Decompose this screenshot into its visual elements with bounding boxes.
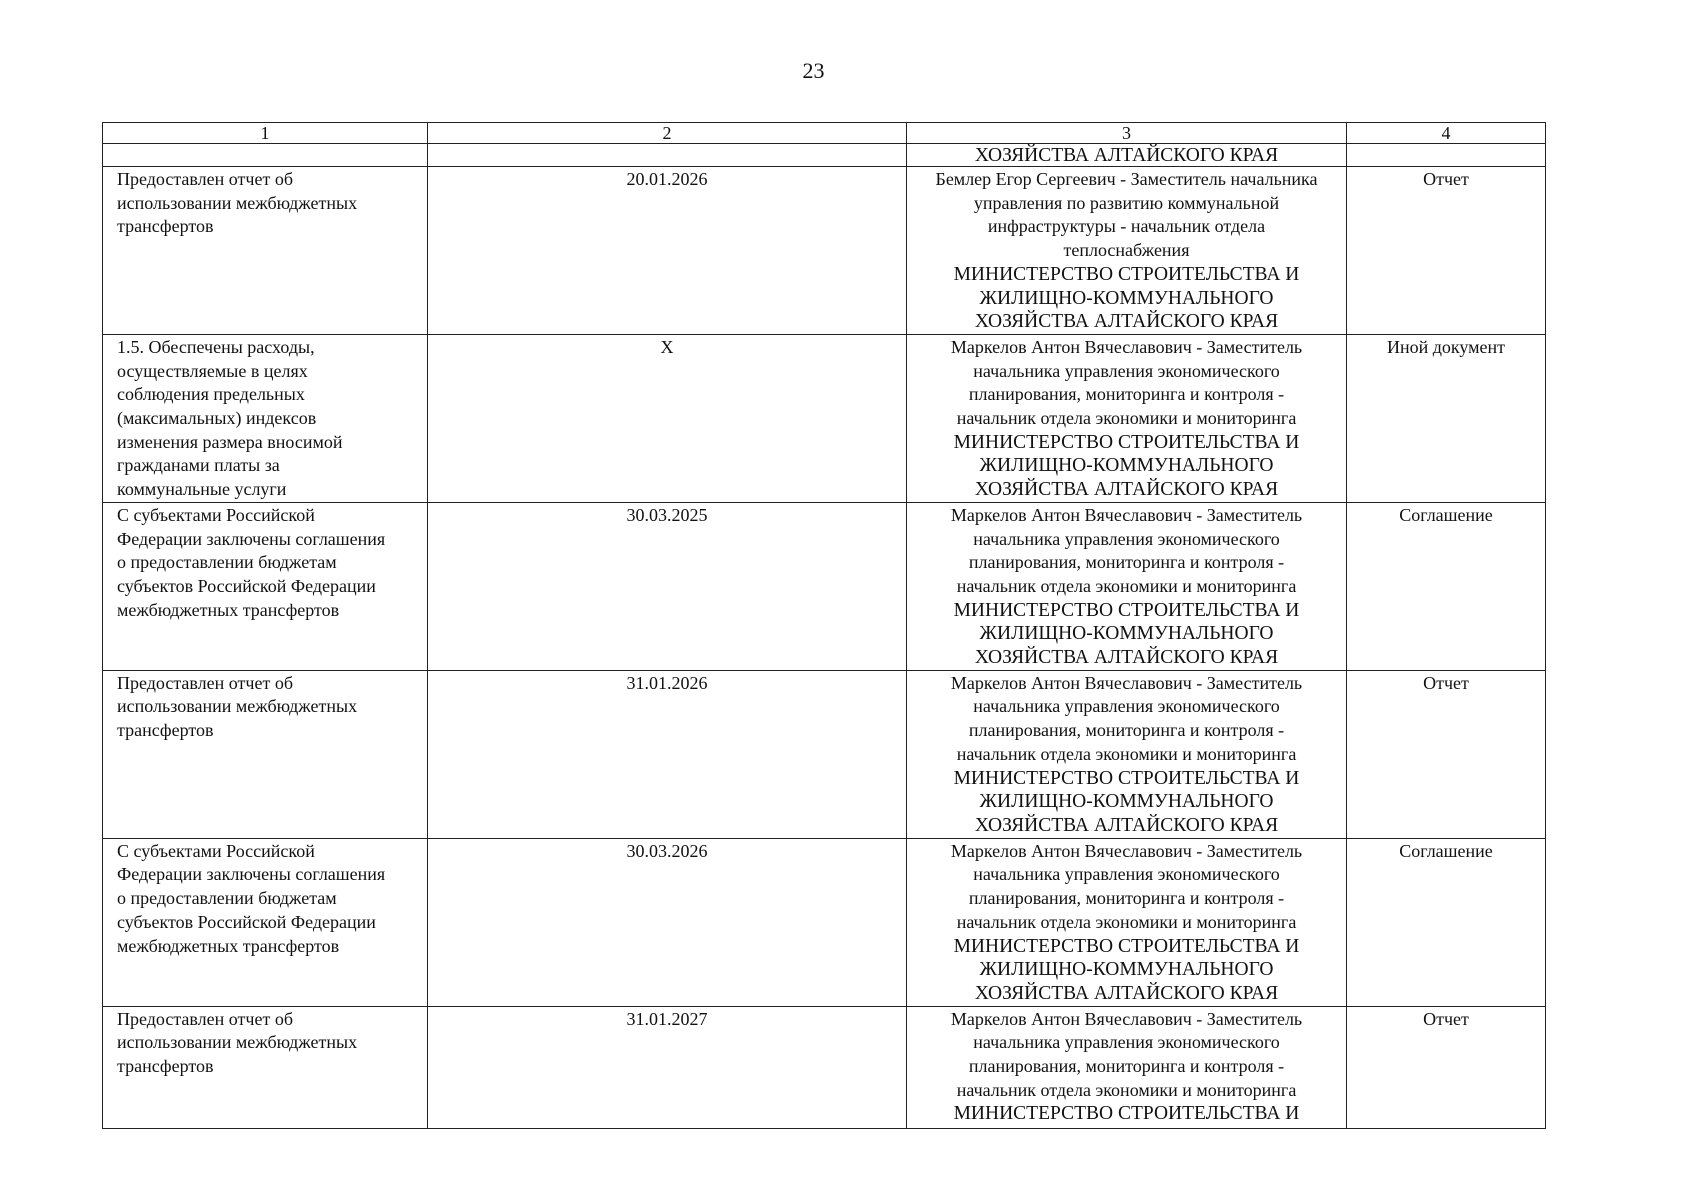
- text-line: использовании межбюджетных: [117, 1032, 358, 1053]
- text-line: Бемлер Егор Сергеевич - Заместитель начальника: [935, 169, 1318, 189]
- responsible-person-cell: [907, 1006, 1347, 1128]
- continuation-cell-4: [1347, 144, 1546, 167]
- text-line: МИНИСТЕРСТВО СТРОИТЕЛЬСТВА И: [953, 1103, 1300, 1125]
- text-line: теплоснабжения: [1063, 240, 1190, 261]
- column-header-4: 4: [1347, 123, 1546, 144]
- text-line: трансфертов: [117, 1056, 214, 1077]
- text-line: МИНИСТЕРСТВО СТРОИТЕЛЬСТВА И: [953, 935, 1300, 957]
- text-line: ХОЗЯЙСТВА АЛТАЙСКОГО КРАЯ: [974, 479, 1279, 501]
- table-row: [103, 167, 1546, 335]
- continuation-cell-2: [428, 144, 907, 167]
- responsible-person-cell: [907, 167, 1347, 335]
- text-line: субъектов Российской Федерации: [117, 911, 376, 932]
- date-cell: 30.03.2026: [428, 838, 907, 1006]
- text-line: Предоставлен отчет об: [117, 672, 293, 693]
- column-header-1: 1: [103, 123, 428, 144]
- text-line: трансфертов: [117, 216, 214, 237]
- task-description-cell: [103, 838, 428, 1006]
- task-description-cell: [103, 502, 428, 670]
- table-header-row: [103, 123, 1546, 144]
- text-line: начальник отдела экономики и мониторинга: [956, 743, 1297, 764]
- text-line: межбюджетных трансфертов: [117, 935, 340, 956]
- table-row: [103, 670, 1546, 838]
- text-line: трансфертов: [117, 720, 214, 741]
- text-line: планирования, мониторинга и контроля -: [968, 720, 1285, 741]
- date-cell: 31.01.2026: [428, 670, 907, 838]
- text-line: Маркелов Антон Вячеславович - Заместитель: [950, 336, 1303, 357]
- task-description-cell: [103, 167, 428, 335]
- text-line: осуществляемые в целях: [117, 360, 308, 381]
- text-line: начальник отдела экономики и мониторинга: [956, 408, 1297, 429]
- text-line: изменения размера вносимой: [117, 431, 343, 452]
- table-row: [103, 334, 1546, 502]
- continuation-row: [103, 144, 1546, 167]
- text-line: МИНИСТЕРСТВО СТРОИТЕЛЬСТВА И: [953, 599, 1300, 621]
- text-line: начальника управления экономического: [973, 696, 1280, 717]
- responsible-person-cell: [907, 502, 1347, 670]
- task-description-cell: [103, 670, 428, 838]
- text-line: С субъектами Российской: [117, 840, 315, 861]
- text-line: начальника управления экономического: [973, 864, 1280, 885]
- text-line: планирования, мониторинга и контроля -: [968, 888, 1285, 909]
- text-line: Маркелов Антон Вячеславович - Заместитель: [950, 504, 1303, 525]
- text-line: ЖИЛИЩНО-КОММУНАЛЬНОГО: [979, 455, 1274, 477]
- table-row: [103, 838, 1546, 1006]
- document-type-cell: Отчет: [1347, 670, 1546, 838]
- responsible-person-cell: [907, 838, 1347, 1006]
- continuation-cell-3: ХОЗЯЙСТВА АЛТАЙСКОГО КРАЯ: [907, 144, 1347, 167]
- text-line: начальника управления экономического: [973, 1032, 1280, 1053]
- text-line: ХОЗЯЙСТВА АЛТАЙСКОГО КРАЯ: [974, 982, 1279, 1004]
- text-line: планирования, мониторинга и контроля -: [968, 552, 1285, 573]
- text-line: ЖИЛИЩНО-КОММУНАЛЬНОГО: [979, 287, 1274, 309]
- text-line: МИНИСТЕРСТВО СТРОИТЕЛЬСТВА И: [953, 263, 1300, 285]
- text-line: ХОЗЯЙСТВА АЛТАЙСКОГО КРАЯ: [974, 814, 1279, 836]
- document-type-cell: Отчет: [1347, 167, 1546, 335]
- text-line: межбюджетных трансфертов: [117, 599, 340, 620]
- text-line: начальник отдела экономики и мониторинга: [956, 1079, 1297, 1100]
- text-line: использовании межбюджетных: [117, 192, 358, 213]
- text-line: инфраструктуры - начальник отдела: [987, 216, 1266, 237]
- text-line: Маркелов Антон Вячеславович - Заместитель: [950, 840, 1303, 861]
- table-row: [103, 1006, 1546, 1128]
- text-line: начальника управления экономического: [973, 360, 1280, 381]
- date-cell: 20.01.2026: [428, 167, 907, 335]
- text-line: Маркелов Антон Вячеславович - Заместитель: [950, 1008, 1303, 1029]
- text-line: управления по развитию коммунальной: [973, 192, 1280, 213]
- text-line: ХОЗЯЙСТВА АЛТАЙСКОГО КРАЯ: [974, 311, 1279, 333]
- responsible-person-cell: [907, 334, 1347, 502]
- text-line: С субъектами Российской: [117, 504, 315, 525]
- text-line: МИНИСТЕРСТВО СТРОИТЕЛЬСТВА И: [953, 431, 1300, 453]
- task-description-cell: [103, 1006, 428, 1128]
- column-header-3: 3: [907, 123, 1347, 144]
- text-line: Маркелов Антон Вячеславович - Заместитель: [950, 672, 1303, 693]
- text-line: Федерации заключены соглашения: [117, 864, 386, 885]
- text-line: Предоставлен отчет об: [117, 1008, 293, 1029]
- text-line: планирования, мониторинга и контроля -: [968, 1056, 1285, 1077]
- page-number: 23: [802, 58, 825, 83]
- text-line: соблюдения предельных: [117, 384, 305, 405]
- text-line: начальник отдела экономики и мониторинга: [956, 911, 1297, 932]
- text-line: использовании межбюджетных: [117, 696, 358, 717]
- text-line: Федерации заключены соглашения: [117, 528, 386, 549]
- text-line: начальника управления экономического: [973, 528, 1280, 549]
- text-line: МИНИСТЕРСТВО СТРОИТЕЛЬСТВА И: [953, 767, 1300, 789]
- text-line: ЖИЛИЩНО-КОММУНАЛЬНОГО: [979, 623, 1274, 645]
- document-type-cell: Соглашение: [1347, 838, 1546, 1006]
- text-line: коммунальные услуги: [117, 479, 287, 500]
- text-line: Предоставлен отчет об: [117, 169, 293, 189]
- text-line: 1.5. Обеспечены расходы,: [117, 336, 315, 357]
- table-row: [103, 502, 1546, 670]
- text-line: гражданами платы за: [117, 455, 280, 476]
- continuation-cell-1: [103, 144, 428, 167]
- date-cell: 31.01.2027: [428, 1006, 907, 1128]
- text-line: ЖИЛИЩНО-КОММУНАЛЬНОГО: [979, 791, 1274, 813]
- column-header-2: 2: [428, 123, 907, 144]
- text-line: (максимальных) индексов: [117, 408, 317, 429]
- date-cell: X: [428, 334, 907, 502]
- text-line: ЖИЛИЩНО-КОММУНАЛЬНОГО: [979, 959, 1274, 981]
- text-line: планирования, мониторинга и контроля -: [968, 384, 1285, 405]
- text-line: субъектов Российской Федерации: [117, 575, 376, 596]
- document-table: [102, 122, 1546, 1129]
- date-cell: 30.03.2025: [428, 502, 907, 670]
- document-type-cell: Иной документ: [1347, 334, 1546, 502]
- text-line: начальник отдела экономики и мониторинга: [956, 575, 1297, 596]
- document-type-cell: Соглашение: [1347, 502, 1546, 670]
- document-type-cell: Отчет: [1347, 1006, 1546, 1128]
- text-line: о предоставлении бюджетам: [117, 552, 337, 573]
- responsible-person-cell: [907, 670, 1347, 838]
- text-line: ХОЗЯЙСТВА АЛТАЙСКОГО КРАЯ: [974, 647, 1279, 669]
- task-description-cell: [103, 334, 428, 502]
- text-line: о предоставлении бюджетам: [117, 888, 337, 909]
